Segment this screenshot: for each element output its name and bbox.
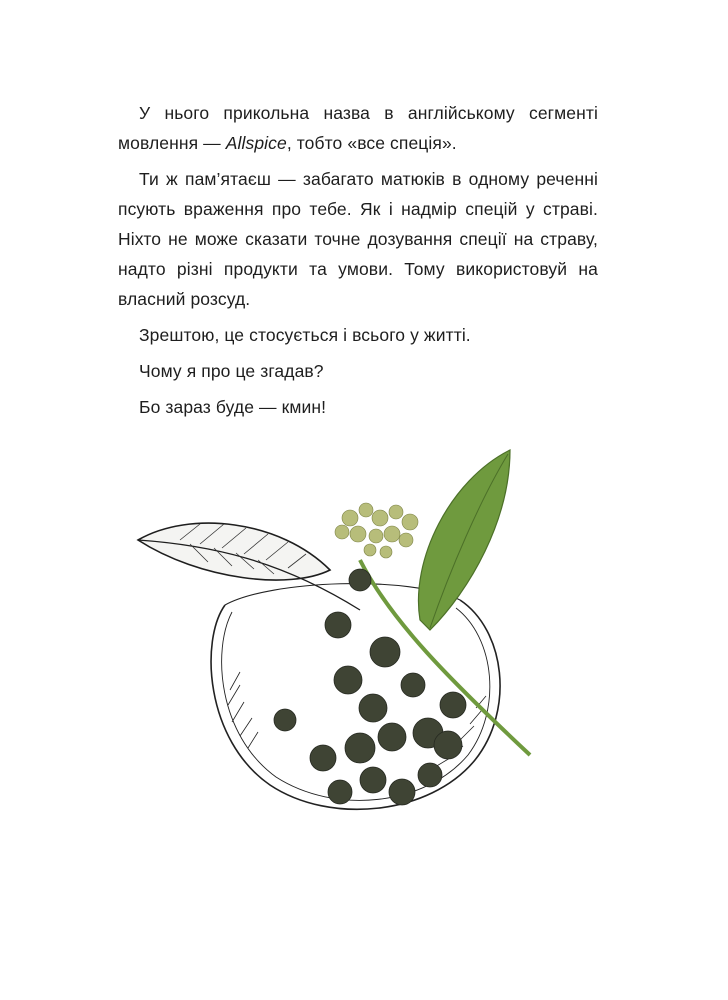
paragraph-allspice-name: У нього прикольна назва в англійському сегменті мовлення — Allspice, тобто «все спеція».	[118, 103, 598, 153]
sketched-leaf	[138, 523, 360, 610]
paragraph-life: Зрештою, це стосується і всього у житті.	[139, 325, 471, 345]
allspice-term: Allspice	[225, 133, 287, 153]
allspice-bowl-illustration	[130, 440, 550, 840]
flower-cluster	[335, 503, 418, 558]
paragraph-cumin: Бо зараз буде — кмин!	[139, 397, 327, 417]
body-text	[118, 98, 598, 428]
paragraph-question: Чому я про це згадав?	[139, 361, 324, 381]
paragraph-spice-dosage: Ти ж пам’ятаєш — забагато матюків в одному реченні псують враження про тебе. Як і надмір спецій у страві. Ніхто не може сказати точне дозування спеції на страву, надто різні продукти та умови. Тому використовуй на власний розсуд.	[118, 169, 598, 309]
